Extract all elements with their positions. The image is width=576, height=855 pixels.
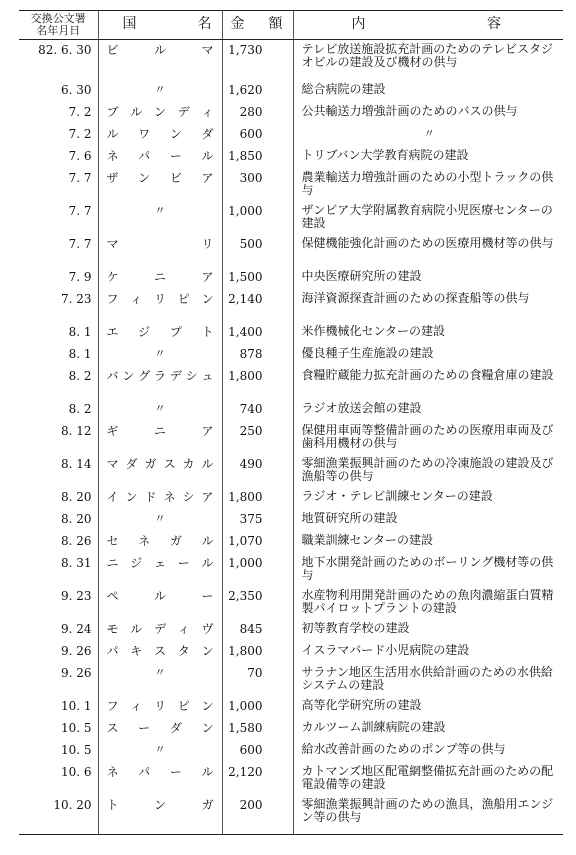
table-row (19, 663, 563, 696)
table-row (19, 619, 563, 641)
table-row (19, 553, 563, 586)
table-row (19, 641, 563, 663)
cell-country (98, 696, 222, 718)
header-date-line1: 交換公文署 (30, 12, 86, 25)
table-row (19, 234, 563, 267)
cell-country (98, 366, 222, 399)
cell-content (293, 399, 563, 421)
content-text: 公共輸送力増強計画のためのバスの供与 (301, 103, 518, 118)
cell-amount: 490 (222, 454, 293, 487)
cell-content (293, 146, 563, 168)
content-text: 米作機械化センターの建設 (301, 323, 446, 338)
cell-country (98, 124, 222, 146)
cell-content (293, 421, 563, 454)
header-date (19, 11, 98, 40)
table-row (19, 531, 563, 553)
cell-date: 9. 24 (60, 621, 92, 636)
cell-content (293, 762, 563, 795)
content-text: 中央医療研究所の建設 (301, 268, 422, 283)
cell-country (98, 168, 222, 201)
cell-content (293, 102, 563, 124)
cell-content (293, 322, 563, 344)
content-text: 高等化学研究所の建設 (301, 697, 422, 712)
cell-date: 10. 20 (19, 795, 98, 835)
cell-amount: 300 (222, 168, 293, 201)
cell-content (293, 168, 563, 201)
cell-amount: 600 (222, 740, 293, 762)
cell-amount: 500 (222, 234, 293, 267)
cell-date: 10. 6 (60, 764, 92, 779)
country-name: フ ィ リ ピ ン (106, 291, 214, 306)
cell-content (293, 531, 563, 553)
cell-content (293, 366, 563, 399)
table-row (19, 267, 563, 289)
cell-content (293, 454, 563, 487)
cell-date: 8. 2 (68, 368, 92, 383)
table-row (19, 762, 563, 795)
cell-amount: 1,000 (222, 201, 293, 234)
cell-date: 9. 26 (60, 665, 92, 680)
cell-date: 7. 9 (68, 269, 92, 284)
cell-content (293, 344, 563, 366)
country-name: ス ー ダ ン (106, 720, 214, 735)
cell-content (293, 641, 563, 663)
content-text: 水産物利用開発計画のための魚肉濃縮蛋白質精製パイロットプラントの建設 (301, 587, 554, 615)
cell-date: 8. 14 (60, 456, 92, 471)
country-name: バ ン グ ラ デ シ ュ (106, 368, 214, 383)
cell-date: 7. 2 (68, 104, 92, 119)
content-text: ラジオ放送会館の建設 (301, 400, 422, 415)
cell-country (98, 718, 222, 740)
table-row (19, 366, 563, 399)
cell-amount: 1,400 (222, 322, 293, 344)
cell-country (98, 531, 222, 553)
table-row (19, 586, 563, 619)
cell-amount: 1,070 (222, 531, 293, 553)
cell-country (98, 322, 222, 344)
cell-content (293, 80, 563, 102)
cell-amount: 1,730 (222, 40, 293, 80)
table-row (19, 168, 563, 201)
country-name: ル ワ ン ダ (106, 126, 214, 141)
content-text: 零細漁業振興計画のための漁具，漁船用エンジン等の供与 (301, 796, 554, 824)
cell-date: 8. 31 (60, 555, 92, 570)
cell-content (293, 663, 563, 696)
header-country (98, 11, 222, 40)
country-name: 〃 (154, 511, 166, 525)
content-text: トリブバン大学教育病院の建設 (301, 147, 469, 162)
header-amount-char2: 額 (268, 16, 283, 32)
cell-amount: 250 (222, 421, 293, 454)
content-text: 地下水開発計画のためのボーリング機材等の供与 (301, 554, 554, 582)
country-name: イ ン ド ネ シ ア (106, 489, 214, 504)
table-row (19, 399, 563, 421)
country-name: ニ ジ ェ ー ル (106, 555, 214, 570)
country-name: ネ パ ー ル (106, 764, 214, 779)
cell-country (98, 509, 222, 531)
cell-content (293, 718, 563, 740)
cell-date: 8. 20 (60, 511, 92, 526)
country-name: ケ ニ ア (106, 269, 214, 284)
country-name: ト ン ガ (106, 797, 214, 812)
cell-amount: 70 (222, 663, 293, 696)
cell-country (98, 267, 222, 289)
cell-content (293, 586, 563, 619)
country-name: ネ パ ー ル (106, 148, 214, 163)
cell-content (293, 124, 563, 146)
cell-country (98, 740, 222, 762)
table-row (19, 102, 563, 124)
content-text: 〃 (423, 126, 435, 140)
country-name: 〃 (154, 665, 166, 679)
table-body (19, 40, 563, 835)
cell-country (98, 80, 222, 102)
grant-aid-table (19, 10, 563, 835)
cell-country (98, 234, 222, 267)
table-row (19, 124, 563, 146)
cell-content (293, 289, 563, 322)
cell-content (293, 696, 563, 718)
content-text: 農業輸送力増強計画のための小型トラックの供与 (301, 169, 554, 197)
header-country-char2: 名 (197, 16, 212, 32)
cell-date: 7. 2 (68, 126, 92, 141)
table-row (19, 696, 563, 718)
content-text: サラナン地区生活用水供給計画のための水供給システムの建設 (301, 664, 553, 692)
cell-date: 10. 1 (60, 698, 92, 713)
header-content (293, 11, 563, 40)
header-amount-char1: 金 (230, 16, 245, 32)
cell-content (293, 619, 563, 641)
content-text: ザンビア大学附属教育病院小児医療センターの建設 (301, 202, 553, 230)
content-text: 地質研究所の建設 (301, 510, 398, 525)
table-row (19, 718, 563, 740)
cell-country (98, 146, 222, 168)
table-row (19, 487, 563, 509)
cell-amount: 1,800 (222, 641, 293, 663)
country-name: 〃 (154, 742, 166, 756)
cell-country (98, 663, 222, 696)
content-text: 職業訓練センターの建設 (301, 532, 434, 547)
cell-country (98, 553, 222, 586)
table-row (19, 344, 563, 366)
cell-amount: 2,120 (222, 762, 293, 795)
header-amount (222, 11, 293, 40)
cell-date: 9. 23 (60, 588, 92, 603)
cell-date: 7. 6 (68, 148, 92, 163)
cell-content (293, 795, 563, 835)
content-text: カトマンズ地区配電網整備拡充計画のための配電設備等の建設 (301, 763, 554, 791)
cell-date: 8. 20 (60, 489, 92, 504)
content-text: 総合病院の建設 (301, 81, 386, 96)
content-text: 初等教育学校の建設 (301, 620, 410, 635)
table-row (19, 795, 563, 835)
country-name: 〃 (154, 401, 166, 415)
content-text: 給水改善計画のためのポンプ等の供与 (301, 741, 506, 756)
country-name: ザ ン ビ ア (106, 170, 214, 185)
table-row (19, 454, 563, 487)
cell-date: 8. 26 (60, 533, 92, 548)
cell-content (293, 234, 563, 267)
cell-date: 8. 1 (68, 324, 92, 339)
cell-country (98, 421, 222, 454)
table-row (19, 201, 563, 234)
cell-date: 8. 12 (60, 423, 92, 438)
cell-amount: 600 (222, 124, 293, 146)
cell-country (98, 289, 222, 322)
table-row (19, 40, 563, 80)
cell-amount: 1,580 (222, 718, 293, 740)
country-name: 〃 (154, 82, 166, 96)
header-country-char1: 国 (122, 16, 137, 32)
content-text: カルツーム訓練病院の建設 (301, 719, 446, 734)
cell-amount: 1,800 (222, 366, 293, 399)
cell-country (98, 102, 222, 124)
table-row (19, 421, 563, 454)
country-name: モ ル デ ィ ヴ (106, 621, 214, 636)
content-text: イスラマバード小児病院の建設 (301, 642, 470, 657)
cell-date: 7. 7 (68, 170, 92, 185)
country-name: パ キ ス タ ン (106, 643, 214, 658)
cell-content (293, 201, 563, 234)
cell-country (98, 399, 222, 421)
header-content-char2: 容 (487, 16, 501, 32)
content-text: 海洋資源探査計画のための探査船等の供与 (301, 290, 530, 305)
cell-amount: 1,500 (222, 267, 293, 289)
cell-date: 10. 5 (60, 720, 92, 735)
cell-country (98, 641, 222, 663)
cell-date: 8. 2 (68, 401, 92, 416)
country-name: セ ネ ガ ル (106, 533, 214, 548)
content-text: 保健機能強化計画のための医療用機材等の供与 (301, 235, 554, 250)
header-date-line2: 名年月日 (36, 24, 81, 37)
cell-country (98, 586, 222, 619)
country-name: 〃 (154, 203, 166, 217)
table-row (19, 289, 563, 322)
cell-content (293, 509, 563, 531)
cell-amount: 280 (222, 102, 293, 124)
cell-content (293, 40, 563, 80)
cell-date: 7. 23 (60, 291, 92, 306)
cell-country (98, 40, 222, 80)
content-text: 食糧貯蔵能力拡充計画のための食糧倉庫の建設 (301, 367, 554, 382)
cell-country (98, 454, 222, 487)
cell-content (293, 740, 563, 762)
cell-content (293, 487, 563, 509)
country-name: ギ ニ ア (106, 423, 214, 438)
cell-country (98, 795, 222, 835)
cell-country (98, 487, 222, 509)
country-name: エ ジ プ ト (106, 324, 214, 339)
table-row (19, 80, 563, 102)
country-name: ビ ル マ (106, 43, 214, 57)
content-text: 零細漁業振興計画のための冷凍施設の建設及び漁船等の供与 (301, 455, 554, 483)
cell-amount: 845 (222, 619, 293, 641)
content-text: 優良種子生産施設の建設 (301, 345, 434, 360)
content-text: 保健用車両等整備計画のための医療用車両及び歯科用機材の供与 (301, 422, 554, 450)
cell-date: 9. 26 (60, 643, 92, 658)
cell-date: 8. 1 (68, 346, 92, 361)
table-row (19, 740, 563, 762)
cell-amount: 878 (222, 344, 293, 366)
cell-amount: 1,000 (222, 553, 293, 586)
cell-content (293, 267, 563, 289)
cell-amount: 2,350 (222, 586, 293, 619)
header-content-char1: 内 (351, 16, 366, 32)
cell-date: 82. 6. 30 (38, 43, 92, 57)
cell-amount: 200 (222, 795, 293, 835)
content-text: テレビ放送施設拡充計画のためのテレビスタジオビルの建設及び機材の供与 (301, 42, 554, 69)
cell-country (98, 619, 222, 641)
table-row (19, 509, 563, 531)
cell-amount: 1,000 (222, 696, 293, 718)
country-name: マ ダ ガ ス カ ル (106, 456, 214, 471)
country-name: フ ィ リ ピ ン (106, 698, 214, 713)
table-row (19, 322, 563, 344)
table-row (19, 146, 563, 168)
content-text: ラジオ・テレビ訓練センターの建設 (301, 488, 493, 503)
cell-date: 6. 30 (60, 82, 92, 97)
cell-content (293, 553, 563, 586)
cell-amount: 1,620 (222, 80, 293, 102)
cell-amount: 1,850 (222, 146, 293, 168)
cell-amount: 740 (222, 399, 293, 421)
country-name: マ リ (106, 236, 214, 251)
country-name: ペ ル ー (106, 588, 214, 603)
cell-amount: 1,800 (222, 487, 293, 509)
cell-amount: 2,140 (222, 289, 293, 322)
cell-date: 10. 5 (60, 742, 92, 757)
cell-date: 7. 7 (68, 203, 92, 218)
country-name: 〃 (154, 346, 166, 360)
table-header (19, 11, 563, 40)
country-name: ブ ル ン デ ィ (106, 104, 214, 119)
cell-country (98, 201, 222, 234)
cell-amount: 375 (222, 509, 293, 531)
cell-country (98, 762, 222, 795)
cell-country (98, 344, 222, 366)
cell-date: 7. 7 (68, 236, 92, 251)
